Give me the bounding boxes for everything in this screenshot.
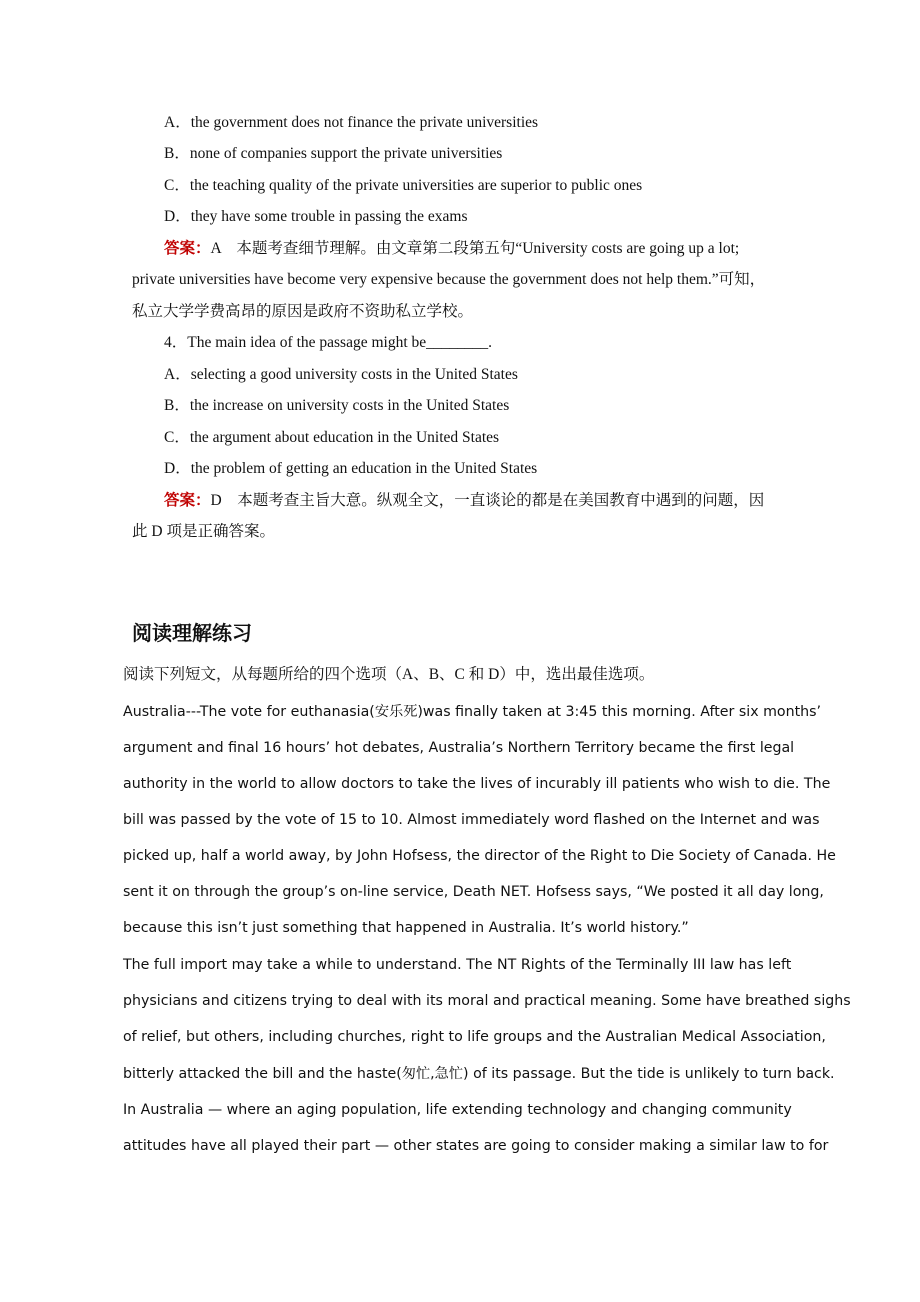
section-instruction: 阅读下列短文，从每题所给的四个选项（A、B、C 和 D）中，选出最佳选项。 xyxy=(123,666,655,683)
passage-line: The full import may take a while to understand. The NT Rights of the Terminally III law has left xyxy=(123,957,792,973)
passage-line: Australia---The vote for euthanasia(安乐死)was finally taken at 3:45 this morning. After six months’ xyxy=(123,704,822,720)
q3-option-b: B．none of companies support the private universities xyxy=(164,145,503,162)
q3-answer-line-2: private universities have become very expensive because the government does not help them.”可知， xyxy=(132,271,766,288)
answer-text: D 本题考查主旨大意。纵观全文，一直谈论的都是在美国教育中遇到的问题，因 xyxy=(210,492,765,509)
q3-answer-line-1 xyxy=(164,239,739,259)
q3-option-c: C．the teaching quality of the private universities are superior to public ones xyxy=(164,177,643,194)
passage-line: picked up, half a world away, by John Hofsess, the director of the Right to Die Society of Canada. He xyxy=(123,848,836,864)
q4-question: 4．The main idea of the passage might be________. xyxy=(164,334,493,351)
q3-answer-line-3: 私立大学学费高昂的原因是政府不资助私立学校。 xyxy=(132,303,474,320)
passage-line: argument and final 16 hours’ hot debates, Australia’s Northern Territory became the first legal xyxy=(123,740,795,756)
q4-option-a: A．selecting a good university costs in the United States xyxy=(164,366,518,383)
passage-line: bitterly attacked the bill and the haste(匆忙,急忙) of its passage. But the tide is unlikely to turn back. xyxy=(123,1066,835,1082)
answer-text: A 本题考查细节理解。由文章第二段第五句“University costs are going up a lot; xyxy=(210,240,740,257)
passage-line: authority in the world to allow doctors to take the lives of incurably ill patients who wish to die. The xyxy=(123,776,831,792)
q3-option-a: A．the government does not finance the private universities xyxy=(164,114,539,131)
passage-line: bill was passed by the vote of 15 to 10. Almost immediately word flashed on the Internet and was xyxy=(123,812,820,828)
passage-line: physicians and citizens trying to deal with its moral and practical meaning. Some have breathed sighs xyxy=(123,993,851,1009)
answer-label: 答案： xyxy=(164,492,211,509)
passage-line: of relief, but others, including churches, right to life groups and the Australian Medical Association, xyxy=(123,1029,826,1045)
q4-option-c: C．the argument about education in the United States xyxy=(164,429,500,446)
passage-line: In Australia — where an aging population, life extending technology and changing community xyxy=(123,1102,792,1118)
passage-line: sent it on through the group’s on-line service, Death NET. Hofsess says, “We posted it all day long, xyxy=(123,884,824,900)
q4-option-b: B．the increase on university costs in the United States xyxy=(164,397,510,414)
passage-line: attitudes have all played their part — other states are going to consider making a similar law to for xyxy=(123,1138,829,1154)
answer-label: 答案： xyxy=(164,240,211,257)
q4-answer-line-2: 此 D 项是正确答案。 xyxy=(132,523,275,540)
q4-answer-line-1 xyxy=(164,491,764,511)
section-title: 阅读理解练习 xyxy=(132,623,252,645)
q4-option-d: D．the problem of getting an education in the United States xyxy=(164,460,538,477)
passage-line: because this isn’t just something that happened in Australia. It’s world history.” xyxy=(123,920,689,936)
q3-option-d: D．they have some trouble in passing the exams xyxy=(164,208,468,225)
